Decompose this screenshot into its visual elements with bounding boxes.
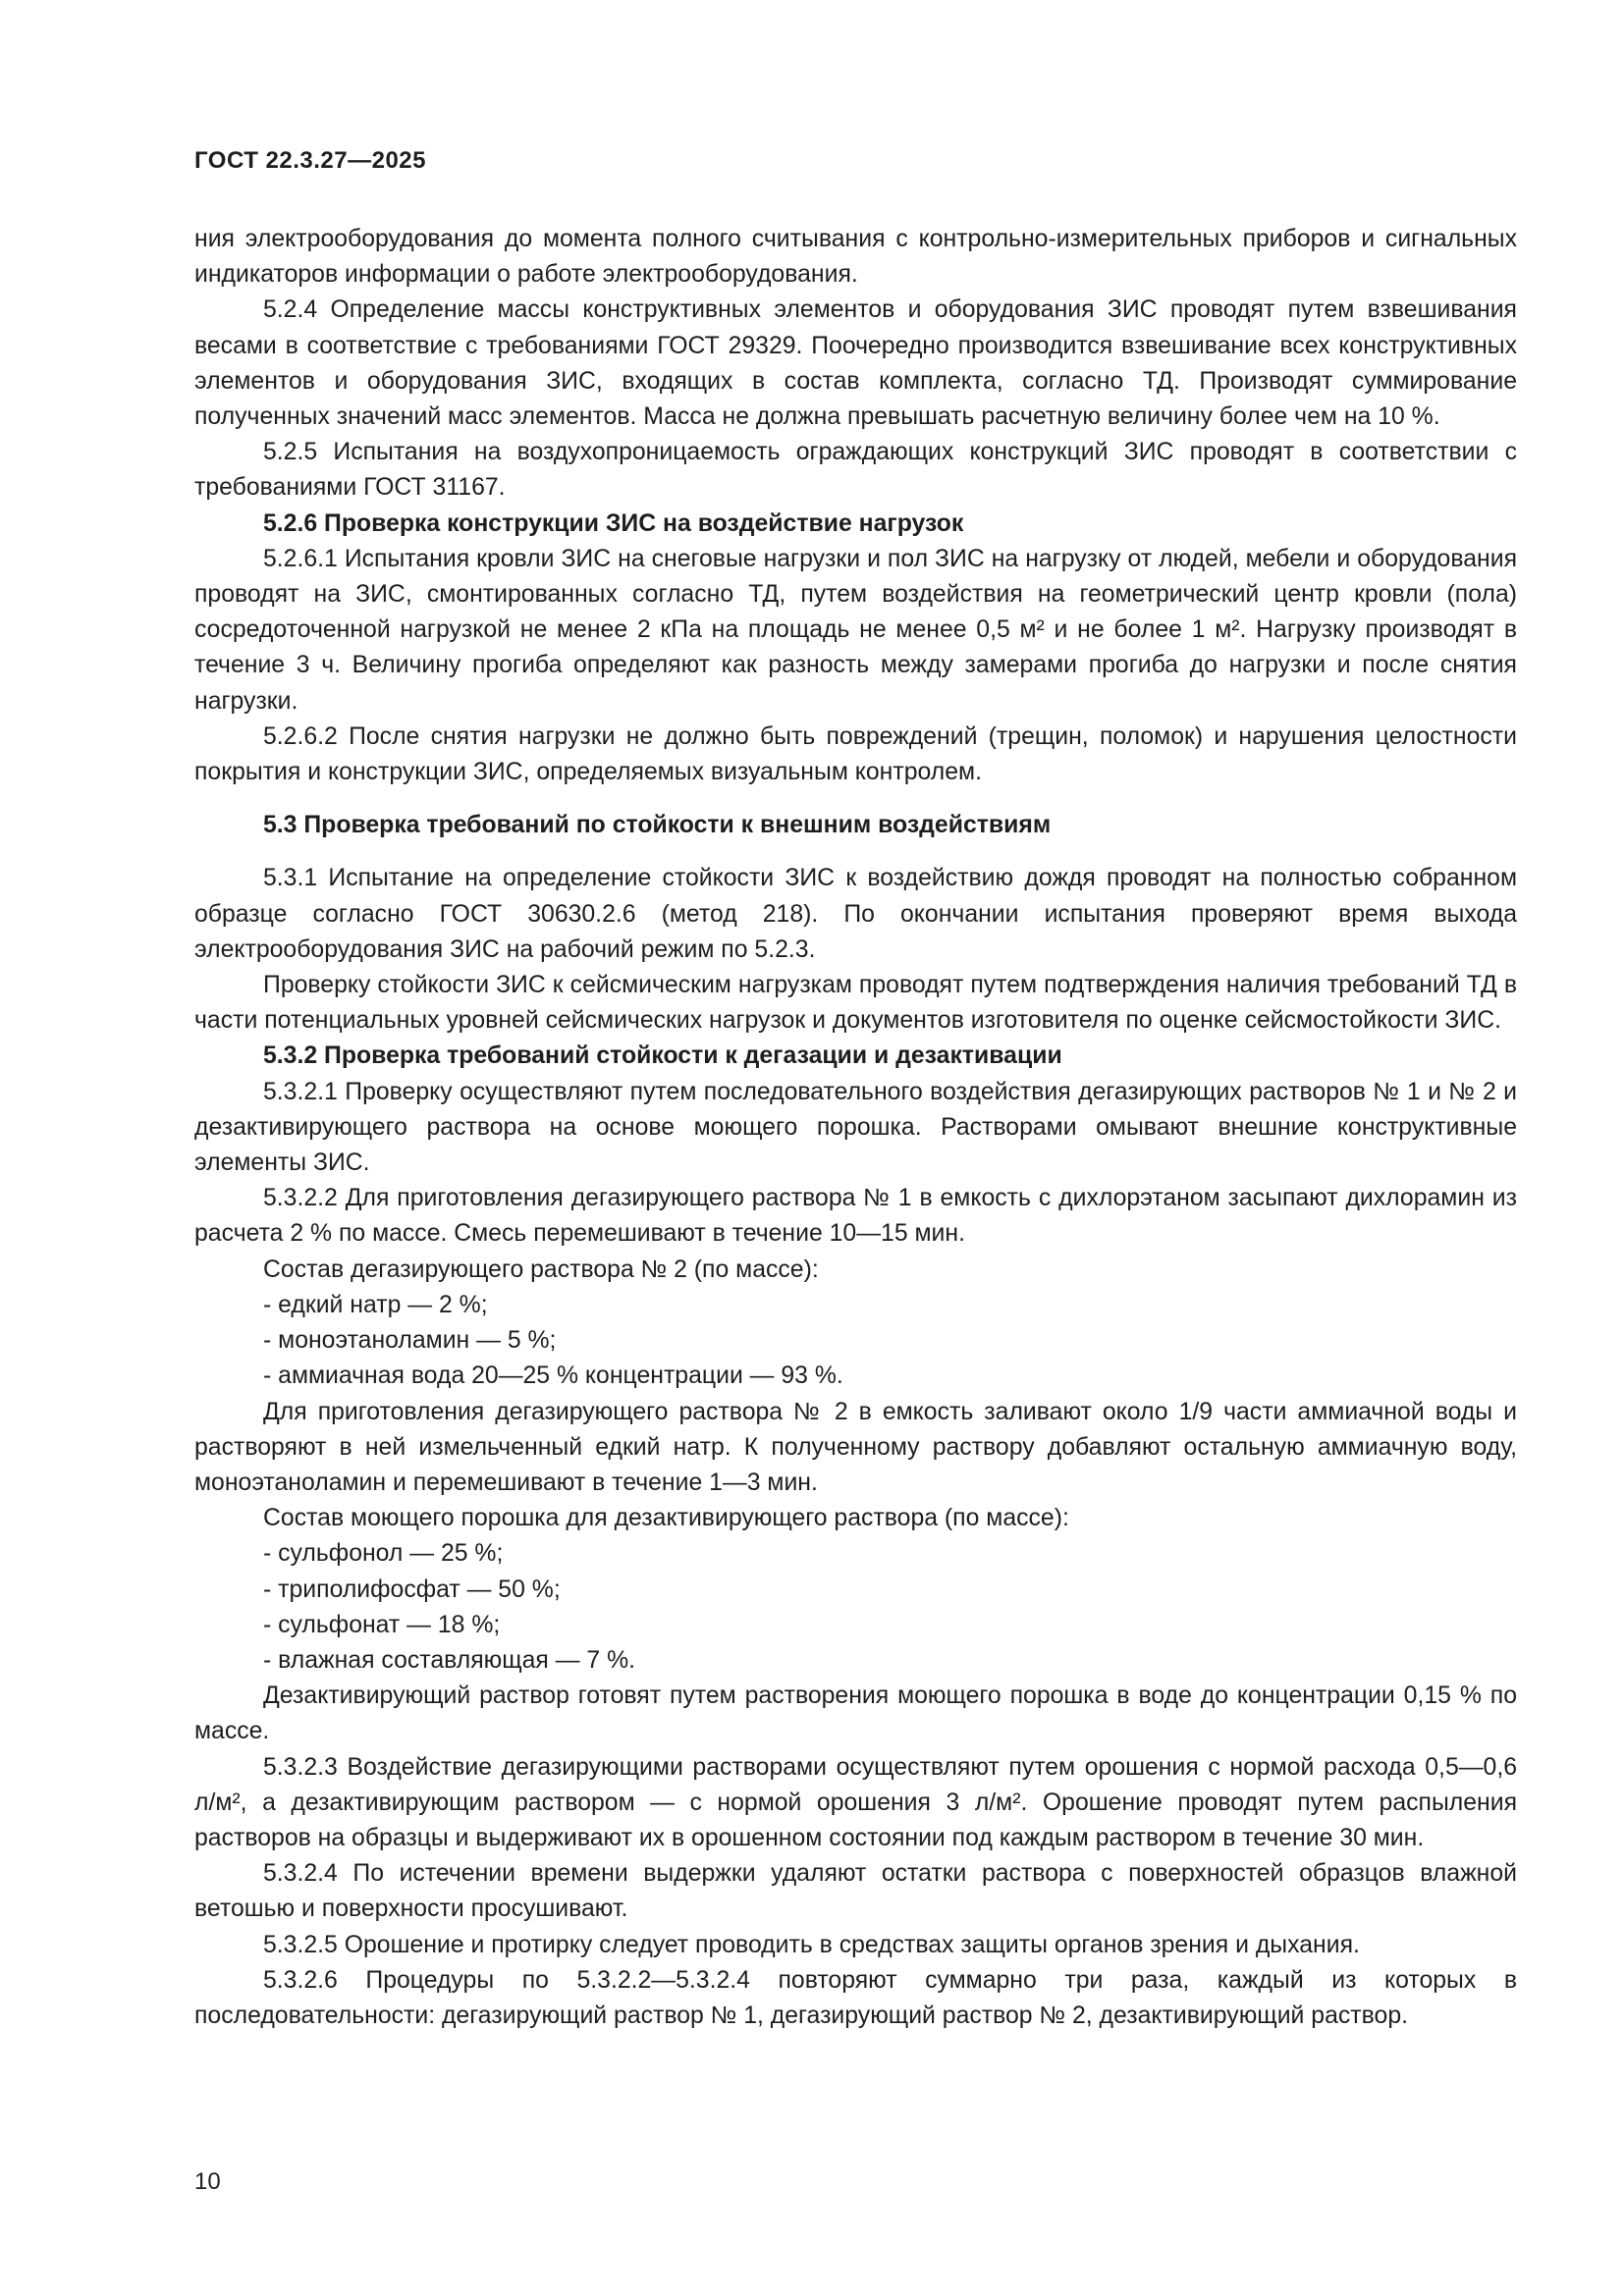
section-heading: 5.3 Проверка требований по стойкости к внешним воздействиям bbox=[263, 812, 1052, 839]
paragraph: 5.3.2.6 Процедуры по 5.3.2.2—5.3.2.4 повторяют суммарно три раза, каждый из которых в последовательности: дегазирующий раствор № 1, дегазирующий раствор № 2, дезактивирующий раствор. bbox=[194, 1966, 1517, 2029]
paragraph: 5.3.2.2 Для приготовления дегазирующего раствора № 1 в емкость с дихлорэтаном засыпают дихлорамин из расчета 2 % по массе. Смесь перемешивают в течение 10—15 мин. bbox=[194, 1185, 1517, 1248]
page-number: 10 bbox=[194, 2168, 221, 2195]
paragraph: 5.3.2.3 Воздействие дегазирующими растворами осуществляют путем орошения с нормой расхода 0,5—0,6 л/м², а дезактивирующим раствором — с нормой орошения 3 л/м². Орошение проводят путем распыления растворов на образцы и выдерживают их в орошенном состоянии под каждым раствором в течение 30 мин. bbox=[194, 1753, 1517, 1851]
document-header: ГОСТ 22.3.27—2025 bbox=[194, 147, 426, 174]
section-heading: 5.3.2 Проверка требований стойкости к дегазации и дезактивации bbox=[263, 1042, 1062, 1070]
list-item: Состав моющего порошка для дезактивирующего раствора (по массе): bbox=[263, 1505, 1069, 1532]
paragraph: Проверку стойкости ЗИС к сейсмическим нагрузкам проводят путем подтверждения наличия требований ТД в части потенциальных уровней сейсмических нагрузок и документов изготовителя по оценке сейсмостойкости ЗИС. bbox=[194, 972, 1517, 1035]
paragraph: 5.3.2.1 Проверку осуществляют путем последовательного воздействия дегазирующих растворов № 1 и № 2 и дезактивирующего раствора на основе моющего порошка. Растворами омывают внешние конструктивные элементы ЗИС. bbox=[194, 1078, 1517, 1177]
paragraph: Дезактивирующий раствор готовят путем растворения моющего порошка в воде до концентрации 0,15 % по массе. bbox=[194, 1682, 1517, 1745]
list-item: - аммиачная вода 20—25 % концентрации — 93 %. bbox=[263, 1362, 843, 1390]
list-item: - моноэтаноламин — 5 %; bbox=[263, 1327, 557, 1355]
paragraph: 5.2.4 Определение массы конструктивных элементов и оборудования ЗИС проводят путем взвешивания весами в соответствие с требованиями ГОСТ 29329. Поочередно производится взвешивание всех конструктивных элементов и оборудования ЗИС, входящих в состав комплекта, согласно ТД. Производят суммирование полученных значений масс элементов. Масса не должна превышать расчетную величину более чем на 10 %. bbox=[194, 296, 1517, 431]
list-item: - триполифосфат — 50 %; bbox=[263, 1575, 561, 1603]
document-body bbox=[194, 222, 1517, 2034]
list-item: - сульфонол — 25 %; bbox=[263, 1540, 504, 1568]
paragraph: 5.2.6.1 Испытания кровли ЗИС на снеговые нагрузки и пол ЗИС на нагрузку от людей, мебели и оборудования проводят на ЗИС, смонтированных согласно ТД, путем воздействия на геометрический центр кровли (пола) сосредоточенной нагрузкой не менее 2 кПа на площадь не менее 0,5 м² и не более 1 м². Нагрузку производят в течение 3 ч. Величину прогиба определяют как разность между замерами прогиба до нагрузки и после снятия нагрузки. bbox=[194, 545, 1517, 715]
paragraph: 5.3.1 Испытание на определение стойкости ЗИС к воздействию дождя проводят на полностью собранном образце согласно ГОСТ 30630.2.6 (метод 218). По окончании испытания проверяют время выхода электрооборудования ЗИС на рабочий режим по 5.2.3. bbox=[194, 865, 1517, 963]
paragraph: 5.2.6.2 После снятия нагрузки не должно быть повреждений (трещин, поломок) и нарушения целостности покрытия и конструкции ЗИС, определяемых визуальным контролем. bbox=[194, 722, 1517, 786]
list-item: - влажная составляющая — 7 %. bbox=[263, 1646, 636, 1674]
paragraph: 5.2.5 Испытания на воздухопроницаемость ограждающих конструкций ЗИС проводят в соответствии с требованиями ГОСТ 31167. bbox=[194, 439, 1517, 502]
list-item: - сульфонат — 18 %; bbox=[263, 1611, 501, 1638]
list-item: Состав дегазирующего раствора № 2 (по массе): bbox=[263, 1255, 819, 1283]
paragraph: 5.3.2.5 Орошение и протирку следует проводить в средствах защиты органов зрения и дыхания. bbox=[263, 1931, 1360, 1958]
section-heading: 5.2.6 Проверка конструкции ЗИС на воздействие нагрузок bbox=[263, 509, 964, 537]
paragraph: ния электрооборудования до момента полного считывания с контрольно-измерительных приборов и сигнальных индикаторов информации о работе электрооборудования. bbox=[194, 226, 1517, 289]
list-item: - едкий натр — 2 %; bbox=[263, 1291, 488, 1318]
paragraph: Для приготовления дегазирующего раствора № 2 в емкость заливают около 1/9 части аммиачной воды и растворяют в ней измельченный едкий натр. К полученному раствору добавляют остальную аммиачную воду, моноэтаноламин и перемешивают в течение 1—3 мин. bbox=[194, 1398, 1517, 1496]
paragraph: 5.3.2.4 По истечении времени выдержки удаляют остатки раствора с поверхностей образцов влажной ветошью и поверхности просушивают. bbox=[194, 1860, 1517, 1923]
